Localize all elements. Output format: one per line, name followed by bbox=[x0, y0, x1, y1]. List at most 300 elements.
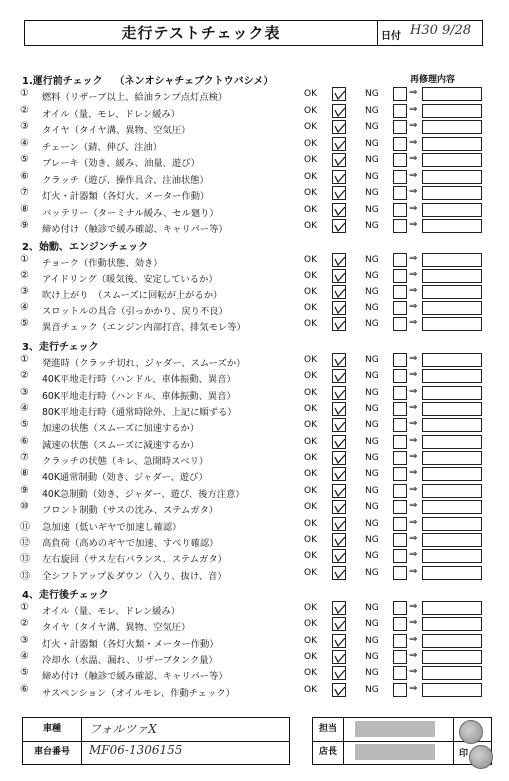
item-label: 異音チェック（エンジン内部打音、排気モレ等） bbox=[42, 322, 246, 333]
repair-field[interactable] bbox=[422, 353, 482, 367]
check-mark-icon bbox=[333, 667, 347, 681]
ng-checkbox[interactable] bbox=[393, 285, 407, 299]
ok-label: OK bbox=[304, 221, 317, 231]
section-title bbox=[22, 238, 148, 253]
ng-checkbox[interactable] bbox=[393, 683, 407, 697]
check-mark-icon bbox=[333, 171, 347, 185]
item-label: 燃料（リザーブ以上、給油ランプ点灯点検） bbox=[42, 92, 228, 103]
checklist-row bbox=[0, 369, 509, 385]
item-number: ⑤ bbox=[20, 154, 29, 165]
checklist-row bbox=[0, 451, 509, 467]
ok-checkbox[interactable] bbox=[332, 137, 346, 151]
ng-label: NG bbox=[365, 534, 379, 545]
check-mark-icon bbox=[333, 485, 347, 499]
ok-checkbox[interactable] bbox=[332, 435, 346, 449]
repair-field[interactable] bbox=[422, 650, 482, 664]
repair-field[interactable] bbox=[422, 467, 482, 481]
ng-checkbox[interactable] bbox=[393, 153, 407, 167]
item-number: ④ bbox=[20, 302, 29, 313]
repair-field[interactable] bbox=[422, 500, 482, 514]
item-number: ③ bbox=[20, 634, 29, 646]
ok-checkbox[interactable] bbox=[332, 253, 346, 267]
ok-label: OK bbox=[304, 485, 317, 496]
date-value: H30 9/28 bbox=[410, 23, 472, 38]
check-mark-icon bbox=[333, 318, 347, 332]
staff-row bbox=[313, 718, 491, 742]
repair-field[interactable] bbox=[422, 435, 482, 449]
ng-checkbox[interactable] bbox=[393, 104, 407, 118]
arrow-icon: ⇒ bbox=[409, 418, 418, 430]
ng-label: NG bbox=[365, 502, 379, 513]
arrow-icon: ⇒ bbox=[409, 434, 418, 446]
item-number: ⑪ bbox=[20, 521, 30, 533]
item-number: ③ bbox=[20, 121, 29, 132]
arrow-icon: ⇒ bbox=[409, 500, 418, 512]
ok-checkbox[interactable] bbox=[332, 484, 346, 498]
ng-checkbox[interactable] bbox=[393, 120, 407, 134]
ok-label: OK bbox=[304, 122, 317, 132]
ng-checkbox[interactable] bbox=[393, 666, 407, 680]
checklist-row bbox=[0, 634, 509, 650]
ng-label: NG bbox=[365, 469, 379, 480]
arrow-icon: ⇒ bbox=[409, 219, 418, 230]
repair-field[interactable] bbox=[422, 253, 482, 267]
arrow-icon: ⇒ bbox=[409, 649, 418, 661]
ng-label: NG bbox=[365, 171, 379, 182]
ng-label: NG bbox=[365, 271, 379, 281]
repair-field[interactable] bbox=[422, 317, 482, 331]
arrow-icon: ⇒ bbox=[409, 565, 418, 577]
item-label: ブレーキ（効き、緩み、油量、遊び） bbox=[42, 158, 200, 169]
ng-checkbox[interactable] bbox=[393, 549, 407, 563]
ok-label: OK bbox=[304, 420, 317, 431]
arrow-icon: ⇒ bbox=[409, 353, 418, 364]
ng-checkbox[interactable] bbox=[393, 451, 407, 465]
ng-checkbox[interactable] bbox=[393, 301, 407, 315]
ok-label: OK bbox=[304, 603, 317, 613]
item-label: バッテリー（ターミナル緩み、セル廻り） bbox=[42, 207, 219, 219]
repair-field[interactable] bbox=[422, 666, 482, 680]
checklist-row bbox=[0, 353, 509, 369]
repair-field[interactable] bbox=[422, 369, 482, 383]
ng-label: NG bbox=[365, 188, 379, 198]
ok-label: OK bbox=[304, 502, 317, 513]
ng-label: NG bbox=[365, 287, 379, 297]
item-number: ① bbox=[20, 254, 29, 265]
repair-field[interactable] bbox=[422, 186, 482, 200]
arrow-icon: ⇒ bbox=[409, 483, 418, 495]
staff-name-redacted bbox=[355, 721, 435, 737]
ok-checkbox[interactable] bbox=[332, 617, 346, 631]
ng-label: NG bbox=[365, 355, 379, 365]
ok-label: OK bbox=[304, 436, 317, 447]
item-label: 灯火・計器類（各灯火類・メーター作動） bbox=[42, 638, 219, 650]
item-label: 80K平地走行時（通常時除外、上記に順ずる） bbox=[42, 407, 237, 419]
ok-label: OK bbox=[304, 453, 317, 464]
arrow-icon: ⇒ bbox=[409, 385, 418, 397]
frame-number-label: 車台番号 bbox=[23, 741, 82, 764]
ok-checkbox[interactable] bbox=[332, 467, 346, 481]
ng-checkbox[interactable] bbox=[393, 634, 407, 648]
repair-field[interactable] bbox=[422, 203, 482, 217]
arrow-icon: ⇒ bbox=[409, 186, 418, 197]
ok-checkbox[interactable] bbox=[332, 203, 346, 217]
ok-checkbox[interactable] bbox=[332, 186, 346, 200]
ng-checkbox[interactable] bbox=[393, 500, 407, 514]
ok-checkbox[interactable] bbox=[332, 353, 346, 367]
section-subtitle: （ネンオシャチェブクトウバシメ） bbox=[114, 76, 274, 87]
check-mark-icon bbox=[333, 154, 347, 168]
item-number: ⑦ bbox=[20, 452, 29, 464]
divider bbox=[453, 741, 454, 764]
arrow-icon: ⇒ bbox=[409, 169, 418, 181]
ok-checkbox[interactable] bbox=[332, 170, 346, 184]
check-mark-icon bbox=[333, 187, 347, 201]
checklist-row bbox=[0, 402, 509, 418]
checklist-row bbox=[0, 418, 509, 434]
arrow-icon: ⇒ bbox=[409, 617, 418, 629]
ng-checkbox[interactable] bbox=[393, 435, 407, 449]
ok-checkbox[interactable] bbox=[332, 285, 346, 299]
item-number: ⑤ bbox=[20, 318, 29, 329]
ok-label: OK bbox=[304, 188, 317, 198]
check-mark-icon bbox=[333, 286, 347, 300]
checklist-row bbox=[0, 617, 509, 633]
ng-label: NG bbox=[365, 619, 379, 630]
repair-field[interactable] bbox=[422, 484, 482, 498]
item-label: 40K平地走行時（ハンドル、車体振動、異音） bbox=[42, 374, 236, 386]
checklist-row bbox=[0, 285, 509, 301]
ng-checkbox[interactable] bbox=[393, 269, 407, 283]
item-number: ① bbox=[20, 354, 29, 365]
ng-checkbox[interactable] bbox=[393, 484, 407, 498]
item-label: クラッチ（遊び、操作具合、注油状態） bbox=[42, 174, 209, 186]
check-mark-icon bbox=[333, 684, 347, 698]
ok-checkbox[interactable] bbox=[332, 301, 346, 315]
ok-label: OK bbox=[304, 287, 317, 297]
ok-label: OK bbox=[304, 635, 317, 646]
ng-checkbox[interactable] bbox=[393, 369, 407, 383]
arrow-icon: ⇒ bbox=[409, 269, 418, 280]
vehicle-info-table bbox=[22, 717, 290, 765]
check-mark-icon bbox=[333, 602, 347, 616]
model-row bbox=[23, 718, 289, 742]
ng-label: NG bbox=[365, 635, 379, 646]
checklist-row bbox=[0, 517, 509, 533]
checklist-row bbox=[0, 153, 509, 169]
repair-field[interactable] bbox=[422, 634, 482, 648]
check-mark-icon bbox=[333, 534, 347, 548]
stamp-label: 印 bbox=[459, 749, 469, 759]
item-label: 発進時（クラッチ切れ、ジャダー、スムーズか） bbox=[42, 358, 246, 369]
item-number: ⑥ bbox=[20, 683, 29, 695]
checklist-row bbox=[0, 549, 509, 565]
check-mark-icon bbox=[333, 567, 347, 581]
ng-label: NG bbox=[365, 122, 379, 132]
repair-field[interactable] bbox=[422, 137, 482, 151]
check-mark-icon bbox=[333, 419, 347, 433]
item-number: ② bbox=[20, 104, 29, 116]
repair-field[interactable] bbox=[422, 269, 482, 283]
section-title-text: 2、始動、エンジンチェック bbox=[22, 242, 149, 253]
ok-label: OK bbox=[304, 387, 317, 398]
ng-checkbox[interactable] bbox=[393, 170, 407, 184]
ok-checkbox[interactable] bbox=[332, 650, 346, 664]
item-label: チェーン（錆、伸び、注油） bbox=[42, 141, 163, 153]
item-label: 締め付け（触診で緩み確認、キャリパー等） bbox=[42, 224, 228, 235]
ng-checkbox[interactable] bbox=[393, 650, 407, 664]
ng-checkbox[interactable] bbox=[393, 219, 407, 233]
item-number: ① bbox=[20, 602, 29, 613]
ng-label: NG bbox=[365, 651, 379, 662]
ok-label: OK bbox=[304, 668, 317, 679]
ng-checkbox[interactable] bbox=[393, 317, 407, 331]
repair-field[interactable] bbox=[422, 517, 482, 531]
checklist-row bbox=[0, 601, 509, 617]
checklist-row bbox=[0, 435, 509, 451]
ok-checkbox[interactable] bbox=[332, 683, 346, 697]
ng-checkbox[interactable] bbox=[393, 566, 407, 580]
ok-checkbox[interactable] bbox=[332, 451, 346, 465]
item-label: 灯火・計器類（各灯火、メーター作動） bbox=[42, 191, 210, 202]
checklist-row bbox=[0, 500, 509, 516]
ok-checkbox[interactable] bbox=[332, 533, 346, 547]
section-title bbox=[22, 72, 273, 87]
item-number: ⑧ bbox=[20, 203, 29, 215]
ok-checkbox[interactable] bbox=[332, 120, 346, 134]
ok-label: OK bbox=[304, 684, 317, 695]
ok-label: OK bbox=[304, 651, 317, 662]
ok-checkbox[interactable] bbox=[332, 317, 346, 331]
check-mark-icon bbox=[333, 254, 347, 268]
arrow-icon: ⇒ bbox=[409, 601, 418, 612]
ng-checkbox[interactable] bbox=[393, 186, 407, 200]
repair-field[interactable] bbox=[422, 153, 482, 167]
ng-checkbox[interactable] bbox=[393, 517, 407, 531]
ng-label: NG bbox=[365, 89, 379, 99]
check-mark-icon bbox=[333, 452, 347, 466]
ng-label: NG bbox=[365, 453, 379, 464]
checklist-row bbox=[0, 137, 509, 153]
ng-label: NG bbox=[365, 105, 379, 116]
ok-label: OK bbox=[304, 355, 317, 365]
ng-checkbox[interactable] bbox=[393, 467, 407, 481]
ng-label: NG bbox=[365, 420, 379, 431]
checklist-row bbox=[0, 87, 509, 103]
checklist-row bbox=[0, 666, 509, 682]
ok-label: OK bbox=[304, 319, 317, 329]
ok-checkbox[interactable] bbox=[332, 601, 346, 615]
item-label: 急加速（低いギヤで加速し確認） bbox=[42, 521, 182, 533]
arrow-icon: ⇒ bbox=[409, 682, 418, 694]
check-mark-icon bbox=[333, 518, 347, 532]
ok-label: OK bbox=[304, 371, 317, 382]
ok-checkbox[interactable] bbox=[332, 666, 346, 680]
ok-checkbox[interactable] bbox=[332, 402, 346, 416]
check-mark-icon bbox=[333, 651, 347, 665]
item-number: ④ bbox=[20, 403, 29, 415]
ng-label: NG bbox=[365, 518, 379, 529]
checklist-row bbox=[0, 186, 509, 202]
item-number: ③ bbox=[20, 386, 29, 398]
ng-checkbox[interactable] bbox=[393, 601, 407, 615]
ok-label: OK bbox=[304, 619, 317, 630]
ng-checkbox[interactable] bbox=[393, 87, 407, 101]
checklist-row bbox=[0, 104, 509, 120]
repair-field[interactable] bbox=[422, 451, 482, 465]
ok-label: OK bbox=[304, 255, 317, 265]
ng-label: NG bbox=[365, 387, 379, 398]
ok-checkbox[interactable] bbox=[332, 566, 346, 580]
repair-field[interactable] bbox=[422, 418, 482, 432]
item-number: ② bbox=[20, 370, 29, 382]
ng-label: NG bbox=[365, 436, 379, 447]
item-label: オイル（量、モレ、ドレン緩み） bbox=[42, 108, 181, 120]
ok-label: OK bbox=[304, 171, 317, 182]
arrow-icon: ⇒ bbox=[409, 467, 418, 479]
checklist-row bbox=[0, 533, 509, 549]
item-label: クラッチの状態（キレ、急開時スベリ） bbox=[42, 456, 209, 468]
repair-field[interactable] bbox=[422, 219, 482, 233]
check-mark-icon bbox=[333, 138, 347, 152]
ok-checkbox[interactable] bbox=[332, 418, 346, 432]
ok-checkbox[interactable] bbox=[332, 386, 346, 400]
arrow-icon: ⇒ bbox=[409, 120, 418, 131]
item-label: サスペンション（オイルモレ、作動チェック） bbox=[42, 687, 235, 699]
repair-field[interactable] bbox=[422, 301, 482, 315]
ok-checkbox[interactable] bbox=[332, 549, 346, 563]
ok-label: OK bbox=[304, 89, 317, 99]
checklist-row bbox=[0, 203, 509, 219]
repair-field[interactable] bbox=[422, 104, 482, 118]
item-number: ⑬ bbox=[20, 570, 30, 582]
ng-checkbox[interactable] bbox=[393, 386, 407, 400]
ng-checkbox[interactable] bbox=[393, 533, 407, 547]
ng-label: NG bbox=[365, 684, 379, 695]
manager-name-redacted bbox=[355, 744, 435, 760]
check-mark-icon bbox=[333, 618, 347, 632]
item-number: ⑧ bbox=[20, 468, 29, 480]
section-title bbox=[22, 586, 109, 601]
repair-field[interactable] bbox=[422, 683, 482, 697]
repair-field[interactable] bbox=[422, 285, 482, 299]
manager-label: 店長 bbox=[313, 741, 344, 764]
check-mark-icon bbox=[333, 121, 347, 135]
repair-field[interactable] bbox=[422, 386, 482, 400]
ng-checkbox[interactable] bbox=[393, 353, 407, 367]
arrow-icon: ⇒ bbox=[409, 633, 418, 645]
ok-label: OK bbox=[304, 518, 317, 529]
ng-label: NG bbox=[365, 319, 379, 329]
check-mark-icon bbox=[333, 204, 347, 218]
item-number: ① bbox=[20, 88, 29, 99]
check-mark-icon bbox=[333, 270, 347, 284]
item-label: 左右旋回（サス左右バランス、ステムガタ） bbox=[42, 554, 227, 566]
item-label: 締め付け（触診で緩み確認、キャリパー等） bbox=[42, 671, 228, 683]
item-number: ⑨ bbox=[20, 484, 29, 496]
ok-checkbox[interactable] bbox=[332, 219, 346, 233]
item-label: タイヤ（タイヤ溝、異物、空気圧） bbox=[42, 125, 191, 136]
ok-checkbox[interactable] bbox=[332, 87, 346, 101]
check-mark-icon bbox=[333, 370, 347, 384]
item-number: ⑤ bbox=[20, 419, 29, 431]
date-label: 日付 bbox=[381, 31, 401, 42]
item-number: ⑩ bbox=[20, 501, 29, 513]
ok-checkbox[interactable] bbox=[332, 269, 346, 283]
ng-label: NG bbox=[365, 603, 379, 613]
ng-checkbox[interactable] bbox=[393, 203, 407, 217]
manager-row bbox=[313, 741, 491, 764]
ok-label: OK bbox=[304, 204, 317, 215]
repair-field[interactable] bbox=[422, 170, 482, 184]
repair-field[interactable] bbox=[422, 533, 482, 547]
checklist-row bbox=[0, 269, 509, 285]
section-title-text: 3、走行チェック bbox=[22, 342, 99, 353]
item-label: 60K平地走行時（ハンドル、車体振動、異音） bbox=[42, 390, 236, 402]
check-mark-icon bbox=[333, 635, 347, 649]
arrow-icon: ⇒ bbox=[409, 402, 418, 414]
ok-checkbox[interactable] bbox=[332, 369, 346, 383]
ng-label: NG bbox=[365, 138, 379, 149]
ng-label: NG bbox=[365, 485, 379, 496]
repair-field[interactable] bbox=[422, 87, 482, 101]
ok-checkbox[interactable] bbox=[332, 634, 346, 648]
checklist-row bbox=[0, 317, 509, 333]
check-mark-icon bbox=[333, 88, 347, 102]
item-label: 減速の状態（スムーズに減速するか） bbox=[42, 439, 200, 451]
ok-checkbox[interactable] bbox=[332, 517, 346, 531]
ok-label: OK bbox=[304, 567, 317, 578]
repair-field[interactable] bbox=[422, 549, 482, 563]
ng-label: NG bbox=[365, 221, 379, 231]
item-number: ⑤ bbox=[20, 667, 29, 679]
sheet-title: 走行テストチェック表 bbox=[24, 20, 378, 46]
arrow-icon: ⇒ bbox=[409, 549, 418, 561]
ok-checkbox[interactable] bbox=[332, 153, 346, 167]
item-label: 全シフトアップ＆ダウン（入り、抜け、音） bbox=[42, 570, 227, 582]
ng-checkbox[interactable] bbox=[393, 418, 407, 432]
ng-checkbox[interactable] bbox=[393, 253, 407, 267]
ng-checkbox[interactable] bbox=[393, 402, 407, 416]
checklist-row bbox=[0, 253, 509, 269]
ng-checkbox[interactable] bbox=[393, 617, 407, 631]
check-mark-icon bbox=[333, 302, 347, 316]
ok-checkbox[interactable] bbox=[332, 500, 346, 514]
repair-field[interactable] bbox=[422, 601, 482, 615]
ng-label: NG bbox=[365, 255, 379, 265]
item-label: タイヤ（タイヤ溝、異物、空気圧） bbox=[42, 622, 191, 634]
ok-label: OK bbox=[304, 105, 317, 116]
item-number: ⑥ bbox=[20, 435, 29, 447]
divider bbox=[453, 718, 454, 741]
item-label: チョーク（作動状態、効き） bbox=[42, 258, 163, 269]
arrow-icon: ⇒ bbox=[409, 253, 418, 264]
item-label: 40K急制動（効き、ジャダー、遊び、後方注意） bbox=[42, 488, 245, 500]
ok-checkbox[interactable] bbox=[332, 104, 346, 118]
checklist-row bbox=[0, 650, 509, 666]
repair-field[interactable] bbox=[422, 566, 482, 580]
arrow-icon: ⇒ bbox=[409, 516, 418, 528]
item-number: ⑦ bbox=[20, 187, 29, 198]
repair-field[interactable] bbox=[422, 120, 482, 134]
repair-field[interactable] bbox=[422, 617, 482, 631]
arrow-icon: ⇒ bbox=[409, 87, 418, 98]
arrow-icon: ⇒ bbox=[409, 153, 418, 164]
repair-field[interactable] bbox=[422, 402, 482, 416]
item-label: オイル（量、モレ、ドレン緩み） bbox=[42, 606, 181, 617]
item-number: ④ bbox=[20, 650, 29, 662]
ng-checkbox[interactable] bbox=[393, 137, 407, 151]
